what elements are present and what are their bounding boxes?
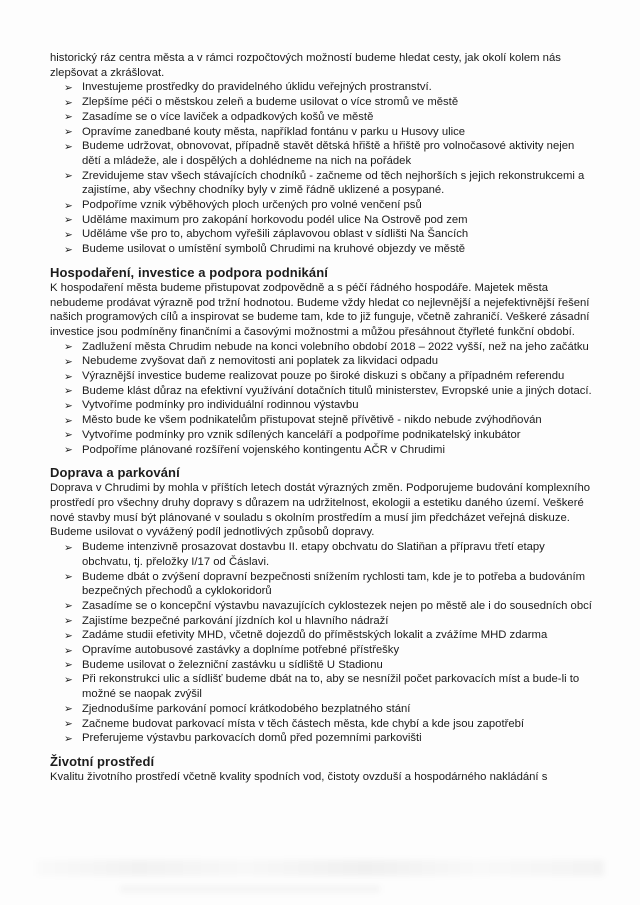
bullet-list (50, 80, 592, 256)
bullet-arrow-icon: ➢ (64, 214, 73, 227)
bullet-item (50, 672, 592, 701)
bullet-arrow-icon: ➢ (64, 732, 73, 745)
bullet-item (50, 198, 592, 213)
bullet-item (50, 443, 592, 458)
bullet-item (50, 599, 592, 614)
bullet-item (50, 213, 592, 228)
bullet-arrow-icon: ➢ (64, 385, 73, 398)
section-paragraph: Doprava v Chrudimi by mohla v příštích letech dostát výrazných změn. Podporujeme budování komplexního prostředí pro všechny druhy dopravy s důrazem na udržitelnost, ekologii a estetiku daného území. Veškeré nové stavby musí být plánované v souladu s okolním prostředím a musí jim předcházet veřejná diskuze. Budeme usilovat o vyvážený podíl jednotlivých způsobů dopravy. (50, 482, 591, 539)
bullet-text: Zlepšíme péči o městskou zeleň a budeme usilovat o více stromů ve městě (82, 96, 459, 109)
bullet-item (50, 139, 592, 168)
bullet-arrow-icon: ➢ (64, 199, 73, 212)
bullet-text: Opravíme zanedbané kouty města, například fontánu v parku u Husovy ulice (82, 125, 466, 138)
bullet-list (50, 340, 592, 458)
bullet-arrow-icon: ➢ (64, 399, 73, 412)
bullet-text: Zadlužení města Chrudim nebude na konci volebního období 2018 – 2022 vyšší, než na jeho začátku (82, 340, 589, 353)
section-paragraph: Kvalitu životního prostředí včetně kvality spodních vod, čistoty ovzduší a hospodárného nakládání s (50, 770, 548, 783)
bullet-arrow-icon: ➢ (64, 228, 73, 241)
bullet-text: Zasadíme se o koncepční výstavbu navazujících cyklostezek nejen po městě ale i do sousedních obcí (82, 599, 592, 612)
bullet-arrow-icon: ➢ (64, 703, 73, 716)
bullet-text: Budeme dbát o zvýšení dopravní bezpečnosti snížením rychlosti tam, kde je to potřeba a budováním bezpečných přechodů a cyklokoridorů (82, 570, 585, 598)
intro-paragraph: historický ráz centra města a v rámci rozpočtových možností budeme hledat cesty, jak okolí kolem nás zlepšovat a zkrášlovat. (50, 52, 561, 79)
section-heading: Životní prostředí (50, 753, 155, 769)
section-heading: Hospodaření, investice a podpora podnikání (50, 264, 328, 280)
bullet-text: Budeme klást důraz na efektivní využívání dotačních titulů ministerstev, Evropské unie a jiných dotací. (82, 384, 592, 397)
bullet-arrow-icon: ➢ (64, 111, 73, 124)
bullet-text: Při rekonstrukci ulic a sídlišť budeme dbát na to, aby se nesnížil počet parkovacích míst a bude-li to možné se naopak zvýšil (82, 673, 580, 701)
bullet-arrow-icon: ➢ (64, 81, 73, 94)
bullet-text: Budeme udržovat, obnovovat, případně stavět dětská hřiště a hřiště pro volnočasové aktivity nejen dětí a mládeže, ale i dospělých a dohlédneme na nich na pořádek (82, 140, 575, 167)
scan-noise (36, 860, 604, 876)
bullet-item (50, 80, 592, 95)
bullet-item (50, 717, 592, 732)
bullet-item (50, 658, 592, 673)
bullet-text: Uděláme maximum pro zakopání horkovodu podél ulice Na Ostrově pod zem (82, 213, 468, 226)
bullet-text: Nebudeme zvyšovat daň z nemovitosti ani poplatek za likvidaci odpadu (82, 355, 439, 368)
bullet-text: Uděláme vše pro to, abychom vyřešili záplavovou oblast v sídlišti Na Šancích (82, 228, 469, 241)
bullet-arrow-icon: ➢ (64, 243, 73, 256)
bullet-item (50, 125, 592, 140)
bullet-arrow-icon: ➢ (64, 541, 73, 554)
document-content (50, 51, 592, 785)
bullet-item (50, 340, 592, 355)
bullet-arrow-icon: ➢ (64, 644, 73, 657)
bullet-item (50, 570, 592, 599)
bullet-item (50, 227, 592, 242)
bullet-arrow-icon: ➢ (64, 414, 73, 427)
bullet-arrow-icon: ➢ (64, 659, 73, 672)
bullet-text: Výraznější investice budeme realizovat pouze po široké diskuzi s občany a případném referendu (82, 370, 565, 383)
bullet-arrow-icon: ➢ (64, 429, 73, 442)
bullet-text: Podpoříme vznik výběhových ploch určených pro volné venčení psů (82, 199, 422, 212)
bullet-text: Budeme usilovat o železniční zastávku u sídliště U Stadionu (82, 658, 383, 671)
bullet-item (50, 95, 592, 110)
bullet-item (50, 242, 592, 257)
bullet-item (50, 643, 592, 658)
bullet-text: Začneme budovat parkovací místa v těch částech města, kde chybí a kde jsou zapotřebí (82, 717, 525, 730)
bullet-text: Město bude ke všem podnikatelům přistupovat stejně přívětivě - nikdo nebude zvýhodňován (82, 414, 542, 427)
section-paragraph: K hospodaření města budeme přistupovat zodpovědně a s péčí řádného hospodáře. Majetek města nebudeme prodávat výrazně pod tržní hodnotou. Budeme vždy hledat co nejlevnější a nejefektivnější řešení našich programových cílů a inspirovat se budeme tam, kde to již funguje, včetně zahraničí. Veškeré zásadní investice jsou podmíněny finančními a časovými možnostmi a můžou přesáhnout čtyřleté funkční období. (50, 281, 590, 338)
bullet-arrow-icon: ➢ (64, 341, 73, 354)
bullet-text: Vytvoříme podmínky pro vznik sdílených kanceláří a podpoříme podnikatelský inkubátor (82, 428, 521, 441)
bullet-item (50, 614, 592, 629)
bullet-arrow-icon: ➢ (64, 370, 73, 383)
bullet-item (50, 731, 592, 746)
bullet-arrow-icon: ➢ (64, 170, 73, 183)
bullet-arrow-icon: ➢ (64, 718, 73, 731)
bullet-item (50, 354, 592, 369)
bullet-text: Budeme intenzivně prosazovat dostavbu II. etapy obchvatu do Slatiňan a přípravu třetí etapy obchvatu, tj. přeložky I/17 od Čáslavi. (82, 541, 545, 568)
bullet-item (50, 110, 592, 125)
bullet-item (50, 540, 592, 569)
section-heading: Doprava a parkování (50, 465, 180, 481)
bullet-text: Zjednodušíme parkování pomocí krátkodobého bezplatného stání (82, 702, 411, 715)
bullet-arrow-icon: ➢ (64, 571, 73, 583)
bullet-text: Zasadíme se o více laviček a odpadkových košů ve městě (82, 110, 374, 123)
bullet-text: Zrevidujeme stav všech stávajících chodníků - začneme od těch nejhorších s jejich rekonstrukcemi a zajistíme, aby všechny chodníky byly v zimě řádně uklizené a posypané. (82, 169, 585, 197)
bullet-arrow-icon: ➢ (64, 444, 73, 457)
bullet-arrow-icon: ➢ (64, 600, 73, 613)
bullet-arrow-icon: ➢ (64, 355, 73, 368)
bullet-text: Budeme usilovat o umístění symbolů Chrudimi na kruhové objezdy ve městě (82, 243, 466, 256)
bullet-text: Zajistíme bezpečné parkování jízdních kol u hlavního nádraží (82, 614, 389, 627)
bullet-item (50, 384, 592, 399)
bullet-text: Vytvoříme podmínky pro individuální rodinnou výstavbu (82, 399, 359, 412)
bullet-arrow-icon: ➢ (64, 126, 73, 139)
bullet-arrow-icon: ➢ (64, 629, 73, 642)
bullet-item (50, 702, 592, 717)
bullet-text: Investujeme prostředky do pravidelného úklidu veřejných prostranství. (82, 81, 432, 94)
bullet-item (50, 428, 592, 443)
bullet-item (50, 398, 592, 413)
bullet-item (50, 369, 592, 384)
bullet-arrow-icon: ➢ (64, 96, 73, 109)
bullet-text: Zadáme studii efetivity MHD, včetně dojezdů do příměstských lokalit a zvážíme MHD zdarma (82, 629, 548, 642)
bullet-arrow-icon: ➢ (64, 673, 73, 686)
bullet-text: Preferujeme výstavbu parkovacích domů před pozemními parkovišti (82, 732, 422, 745)
bullet-item (50, 628, 592, 643)
bullet-arrow-icon: ➢ (64, 140, 73, 153)
bullet-item (50, 169, 592, 198)
bullet-list (50, 540, 592, 746)
bullet-text: Podpoříme plánované rozšíření vojenského kontingentu AČR v Chrudimi (82, 443, 445, 456)
bullet-text: Opravíme autobusové zastávky a doplníme potřebné přístřešky (82, 644, 400, 657)
scan-noise (120, 885, 380, 893)
bullet-item (50, 413, 592, 428)
bullet-arrow-icon: ➢ (64, 615, 73, 628)
